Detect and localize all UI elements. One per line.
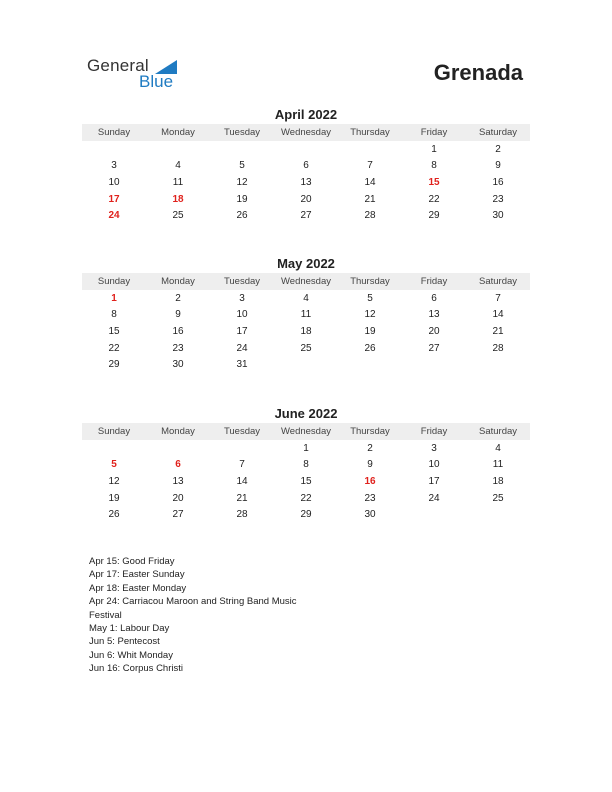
week-row — [82, 356, 530, 373]
week-row — [82, 440, 530, 457]
holiday-entry: Apr 15: Good Friday — [89, 556, 175, 567]
holiday-day-cell: 18 — [172, 193, 184, 205]
weekday-label: Thursday — [350, 127, 390, 138]
weekday-label: Tuesday — [223, 276, 261, 287]
day-cell: 9 — [367, 459, 373, 471]
day-cell: 26 — [236, 210, 248, 222]
day-cell: 21 — [364, 193, 376, 205]
holiday-list — [89, 555, 349, 676]
week-row — [82, 174, 530, 191]
day-cell: 6 — [303, 160, 309, 172]
day-cell: 16 — [492, 176, 504, 188]
day-cell: 31 — [236, 359, 248, 371]
day-cell: 2 — [367, 442, 373, 454]
day-cell: 6 — [431, 292, 437, 304]
day-cell: 13 — [172, 475, 184, 487]
day-cell: 29 — [428, 210, 440, 222]
day-cell: 7 — [239, 459, 245, 471]
day-cell: 1 — [303, 442, 309, 454]
weekday-label: Friday — [420, 426, 448, 437]
day-cell: 25 — [172, 210, 184, 222]
day-cell: 12 — [236, 176, 248, 188]
day-cell: 13 — [300, 176, 312, 188]
day-cell: 8 — [431, 160, 437, 172]
day-cell: 14 — [364, 176, 376, 188]
country-title: Grenada — [433, 60, 523, 85]
day-cell: 11 — [492, 459, 504, 471]
day-cell: 17 — [236, 325, 248, 337]
day-cell: 5 — [367, 292, 373, 304]
day-cell: 24 — [236, 342, 248, 354]
brand-name-blue: Blue — [139, 72, 174, 91]
week-row — [82, 307, 530, 324]
weekday-header — [82, 423, 530, 440]
weekday-label: Tuesday — [223, 127, 261, 138]
month-april — [82, 106, 530, 224]
day-cell: 15 — [300, 475, 312, 487]
holiday-day-cell: 16 — [364, 475, 376, 487]
day-cell: 23 — [364, 492, 376, 504]
weekday-label: Wednesday — [281, 127, 331, 138]
day-cell: 21 — [236, 492, 248, 504]
day-cell: 28 — [492, 342, 504, 354]
weekday-label: Monday — [161, 276, 195, 287]
day-cell: 20 — [428, 325, 440, 337]
holiday-entry: Apr 24: Carriacou Maroon and String Band Music — [89, 596, 297, 608]
month-title: April 2022 — [274, 107, 338, 122]
weekday-label: Friday — [420, 127, 448, 138]
week-row — [82, 340, 530, 357]
day-cell: 17 — [428, 475, 440, 487]
day-cell: 22 — [300, 492, 312, 504]
week-row — [82, 490, 530, 507]
month-june — [82, 405, 530, 523]
day-cell: 8 — [303, 459, 309, 471]
day-cell: 23 — [492, 193, 504, 205]
day-cell: 3 — [431, 442, 437, 454]
day-cell: 8 — [111, 309, 117, 321]
day-cell: 12 — [364, 309, 376, 321]
day-cell: 30 — [364, 509, 376, 521]
week-row — [82, 323, 530, 340]
day-cell: 27 — [428, 342, 440, 354]
holiday-entry: Apr 18: Easter Monday — [89, 582, 187, 594]
day-cell: 28 — [364, 210, 376, 222]
day-cell: 28 — [236, 509, 248, 521]
holiday-entry: Jun 5: Pentecost — [89, 636, 160, 648]
day-cell: 20 — [172, 492, 184, 504]
holiday-day-cell: 5 — [111, 459, 117, 471]
weekday-label: Saturday — [478, 426, 518, 437]
weekday-label: Wednesday — [281, 426, 331, 437]
day-cell: 11 — [300, 309, 312, 321]
day-cell: 5 — [239, 160, 245, 172]
day-cell: 22 — [428, 193, 440, 205]
day-cell: 2 — [495, 143, 501, 155]
week-row — [82, 473, 530, 490]
day-cell: 9 — [175, 309, 181, 321]
holiday-entry: Jun 16: Corpus Christi — [89, 663, 183, 675]
day-cell: 14 — [492, 309, 504, 321]
day-cell: 26 — [364, 342, 376, 354]
day-cell: 27 — [172, 509, 184, 521]
weekday-label: Thursday — [350, 426, 390, 437]
weekday-header — [82, 273, 530, 290]
day-cell: 22 — [108, 342, 120, 354]
day-cell: 11 — [172, 176, 184, 188]
week-row — [82, 506, 530, 523]
week-row — [82, 207, 530, 224]
weekday-label: Monday — [161, 127, 195, 138]
day-cell: 14 — [236, 475, 248, 487]
day-cell: 16 — [172, 325, 184, 337]
day-cell: 10 — [428, 459, 440, 471]
weekday-label: Wednesday — [281, 276, 331, 287]
holiday-day-cell: 1 — [111, 292, 117, 304]
day-cell: 10 — [108, 176, 120, 188]
day-cell: 12 — [108, 475, 120, 487]
day-cell: 25 — [300, 342, 312, 354]
weekday-label: Sunday — [97, 276, 131, 287]
day-cell: 2 — [175, 292, 181, 304]
holiday-day-cell: 6 — [175, 459, 181, 471]
day-cell: 29 — [300, 509, 312, 521]
day-cell: 4 — [495, 442, 501, 454]
day-cell: 19 — [236, 193, 248, 205]
day-cell: 23 — [172, 342, 184, 354]
month-title: June 2022 — [274, 406, 338, 421]
day-cell: 4 — [175, 160, 181, 172]
holiday-entry: Apr 17: Easter Sunday — [89, 569, 185, 581]
brand-logo — [87, 56, 187, 92]
weekday-label: Saturday — [478, 276, 518, 287]
weekday-header — [82, 124, 530, 141]
week-row — [82, 158, 530, 175]
day-cell: 9 — [495, 160, 501, 172]
day-cell: 7 — [495, 292, 501, 304]
day-cell: 30 — [492, 210, 504, 222]
day-cell: 1 — [431, 143, 437, 155]
holiday-entry: Jun 6: Whit Monday — [89, 649, 173, 661]
day-cell: 19 — [364, 325, 376, 337]
holiday-day-cell: 24 — [108, 210, 120, 222]
day-cell: 13 — [428, 309, 440, 321]
day-cell: 10 — [236, 309, 248, 321]
brand-name-general: General — [87, 56, 149, 75]
month-title: May 2022 — [277, 256, 335, 271]
day-cell: 20 — [300, 193, 312, 205]
holiday-day-cell: 17 — [108, 193, 120, 205]
day-cell: 30 — [172, 359, 184, 371]
holiday-entry: Festival — [89, 609, 122, 621]
day-cell: 26 — [108, 509, 120, 521]
month-may — [82, 255, 530, 373]
day-cell: 21 — [492, 325, 504, 337]
holiday-entry: May 1: Labour Day — [89, 623, 170, 635]
day-cell: 19 — [108, 492, 120, 504]
weekday-label: Tuesday — [223, 426, 261, 437]
day-cell: 18 — [300, 325, 312, 337]
day-cell: 18 — [492, 475, 504, 487]
weekday-label: Saturday — [478, 127, 518, 138]
weekday-label: Monday — [161, 426, 195, 437]
day-cell: 25 — [492, 492, 504, 504]
day-cell: 15 — [108, 325, 120, 337]
day-cell: 3 — [239, 292, 245, 304]
day-cell: 24 — [428, 492, 440, 504]
week-row — [82, 457, 530, 474]
day-cell: 27 — [300, 210, 312, 222]
week-row — [82, 290, 530, 307]
day-cell: 3 — [111, 160, 117, 172]
weekday-label: Friday — [420, 276, 448, 287]
week-row — [82, 141, 530, 158]
day-cell: 4 — [303, 292, 309, 304]
day-cell: 29 — [108, 359, 120, 371]
weekday-label: Sunday — [97, 127, 131, 138]
holiday-day-cell: 15 — [428, 176, 440, 188]
week-row — [82, 191, 530, 208]
weekday-label: Thursday — [350, 276, 390, 287]
day-cell: 7 — [367, 160, 373, 172]
weekday-label: Sunday — [97, 426, 131, 437]
